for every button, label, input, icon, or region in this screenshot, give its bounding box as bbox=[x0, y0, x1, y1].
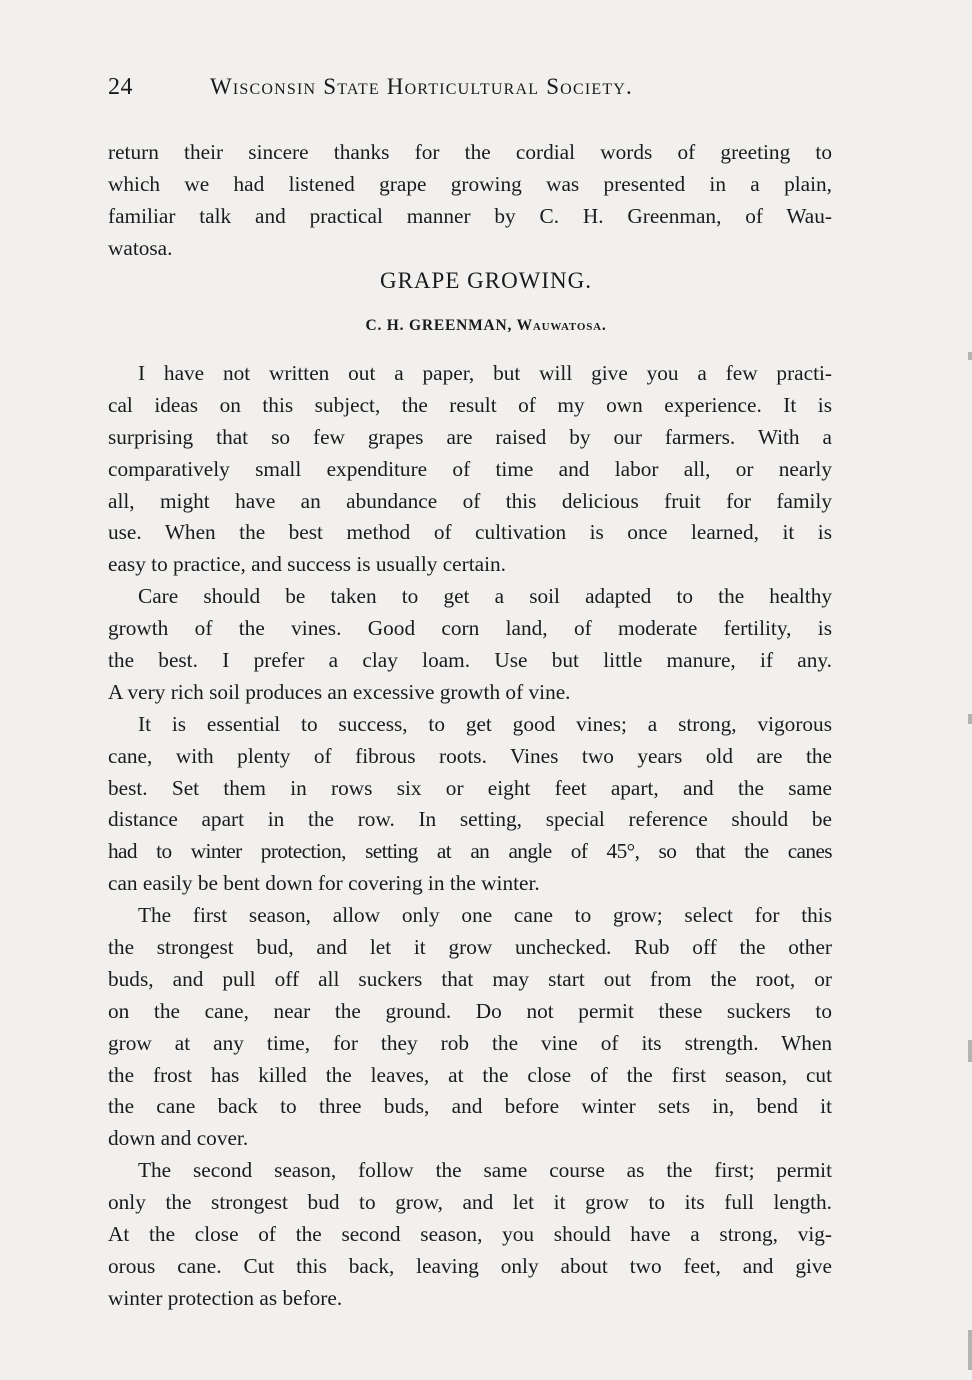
page-edge-mark bbox=[968, 1330, 972, 1370]
text-line: I have not written out a paper, but will give you a few practi- bbox=[138, 361, 832, 385]
text-line: grow at any time, for they rob the vine of its strength. When bbox=[108, 1030, 832, 1055]
page-header bbox=[108, 72, 828, 108]
text-line: on the cane, near the ground. Do not permit these suckers to bbox=[108, 998, 832, 1023]
text-line: cal ideas on this subject, the result of my own experience. It is bbox=[108, 392, 832, 417]
text-line: At the close of the second season, you should have a strong, vig- bbox=[108, 1222, 832, 1247]
text-line: Care should be taken to get a soil adapted to the healthy bbox=[138, 584, 832, 609]
text-line: winter protection as before. bbox=[108, 1285, 343, 1310]
text-line: had to winter protection, setting at an angle of 45°, so that the canes bbox=[108, 839, 832, 864]
running-head: Wisconsin State Horticultural Society. bbox=[210, 74, 633, 99]
text-line: watosa. bbox=[108, 235, 173, 260]
text-line: It is essential to success, to get good vines; a strong, vigorous bbox=[138, 711, 832, 736]
text-line: growth of the vines. Good corn land, of moderate fertility, is bbox=[108, 616, 832, 641]
text-line: surprising that so few grapes are raised by our farmers. With a bbox=[108, 424, 832, 449]
text-line: orous cane. Cut this back, leaving only about two feet, and give bbox=[108, 1253, 832, 1278]
text-line: the best. I prefer a clay loam. Use but little manure, if any. bbox=[108, 648, 832, 673]
page-edge-mark bbox=[968, 352, 972, 360]
paragraph bbox=[108, 358, 832, 581]
paragraph bbox=[108, 900, 832, 1155]
text-line: down and cover. bbox=[108, 1126, 249, 1151]
text-line: only the strongest bud to grow, and let it grow to its full length. bbox=[108, 1190, 832, 1215]
text-line: can easily be bent down for covering in the winter. bbox=[108, 871, 540, 896]
article-body bbox=[108, 358, 832, 1315]
text-line: all, might have an abundance of this delicious fruit for family bbox=[108, 488, 832, 513]
article-title: GRAPE GROWING. bbox=[379, 268, 593, 293]
text-line: easy to practice, and success is usually certain. bbox=[108, 552, 506, 577]
text-line: the cane back to three buds, and before winter sets in, bend it bbox=[108, 1094, 832, 1119]
text-line: The first season, allow only one cane to grow; select for this bbox=[138, 903, 832, 928]
paragraph bbox=[108, 581, 832, 709]
page-edge-mark bbox=[968, 714, 972, 724]
text-line: comparatively small expenditure of time and labor all, or nearly bbox=[108, 456, 832, 481]
paragraph bbox=[108, 1155, 832, 1314]
page-edge-mark bbox=[968, 1040, 972, 1062]
text-line: A very rich soil produces an excessive growth of vine. bbox=[108, 679, 571, 704]
text-line: return their sincere thanks for the cordial words of greeting to bbox=[108, 140, 832, 164]
page-number: 24 bbox=[108, 74, 133, 100]
text-line: cane, with plenty of fibrous roots. Vines two years old are the bbox=[108, 743, 832, 768]
text-line: best. Set them in rows six or eight feet apart, and the same bbox=[108, 775, 832, 800]
article-byline: C. H. GREENMAN, Wauwatosa. bbox=[365, 317, 607, 334]
text-line: buds, and pull off all suckers that may start out from the root, or bbox=[108, 966, 832, 991]
text-line: the strongest bud, and let it grow unchecked. Rub off the other bbox=[108, 935, 832, 960]
text-line: which we had listened grape growing was presented in a plain, bbox=[108, 171, 832, 196]
intro-paragraph bbox=[108, 137, 832, 265]
text-line: the frost has killed the leaves, at the close of the first season, cut bbox=[108, 1062, 832, 1087]
text-line: familiar talk and practical manner by C. H. Greenman, of Wau- bbox=[108, 203, 832, 228]
text-line: use. When the best method of cultivation is once learned, it is bbox=[108, 520, 832, 545]
paragraph bbox=[108, 709, 832, 900]
text-line: distance apart in the row. In setting, special reference should be bbox=[108, 807, 832, 832]
text-line: The second season, follow the same course as the first; permit bbox=[138, 1158, 832, 1183]
